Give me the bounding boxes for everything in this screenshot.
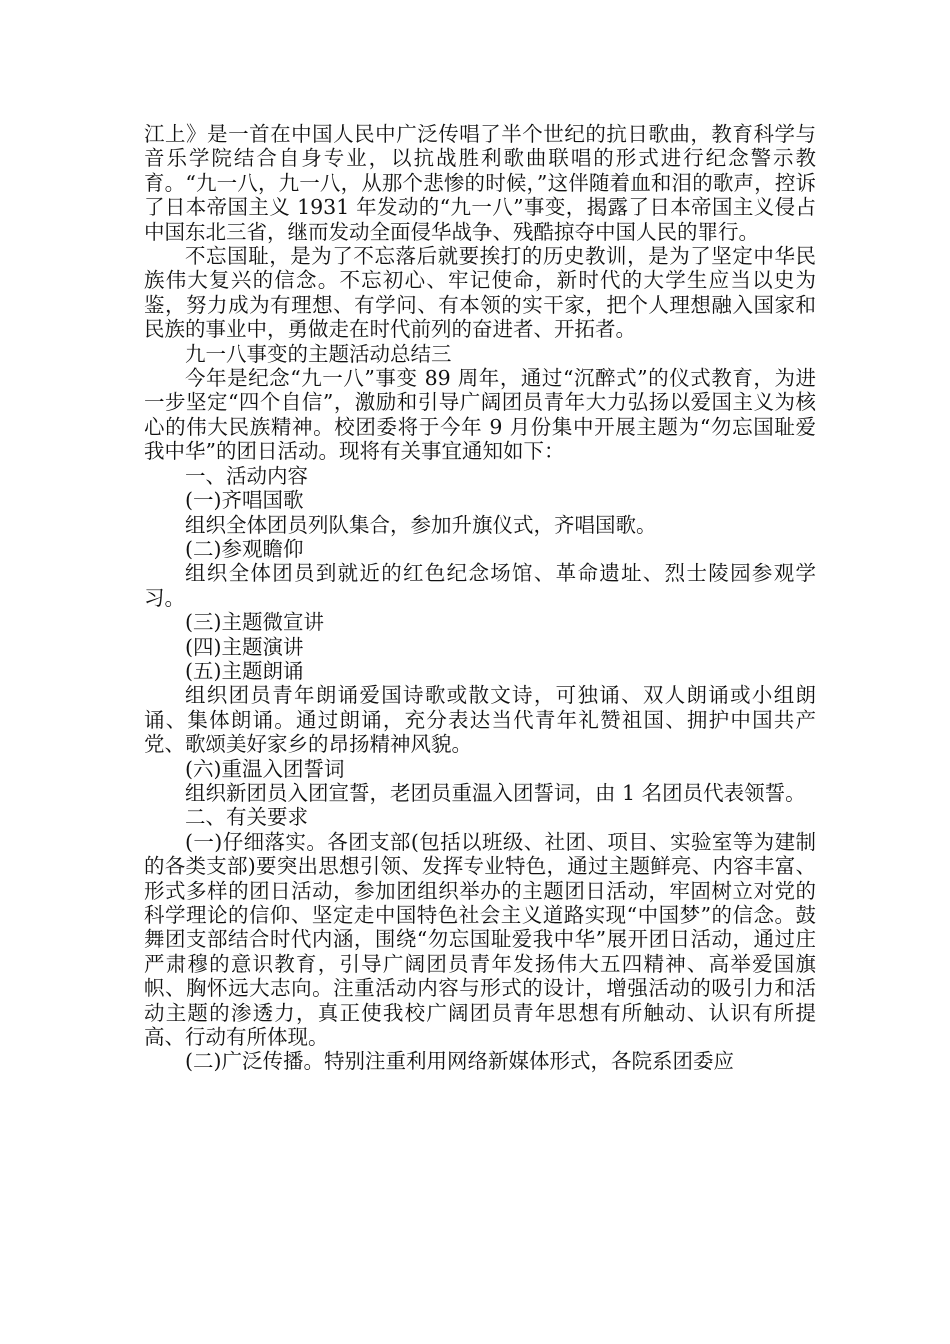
subheading-recitation: (五)主题朗诵: [185, 658, 304, 683]
paragraph-never-forget: 不忘国耻，是为了不忘落后就要挨打的历史教训，是为了坚定中华民族伟大复兴的信念。不忘初心、牢记使命，新时代的大学生应当以史为鉴，努力成为有理想、有学问、有本领的实干家，把个人理想融入国家和民族的事业中，勇做走在时代前列的奋进者、开拓者。: [144, 244, 816, 342]
paragraph-notice-intro: 今年是纪念“九一八”事变 89 周年，通过“沉醉式”的仪式教育，为进一步坚定“四个自信”，激励和引导广阔团员青年大力弘扬以爱国主义为核心的伟大民族精神。校团委将于今年 9 月份集中开展主题为“勿忘国耻爱我中华”的团日活动。现将有关事宜通知如下：: [144, 366, 816, 464]
subheading-sing-anthem: (一)齐唱国歌: [185, 488, 304, 513]
document-page: [144, 122, 816, 1074]
paragraph-sing-anthem: 组织全体团员列队集合，参加升旗仪式，齐唱国歌。: [185, 512, 657, 537]
heading-activity-content: 一、活动内容: [185, 463, 308, 488]
subheading-visit: (二)参观瞻仰: [185, 536, 304, 561]
section-heading-summary-three: 九一八事变的主题活动总结三: [185, 341, 452, 366]
paragraph-song-intro: 江上》是一首在中国人民中广泛传唱了半个世纪的抗日歌曲，教育科学与音乐学院结合自身专业，以抗战胜利歌曲联唱的形式进行纪念警示教育。“九一八，九一八，从那个悲惨的时候，”这伴随着血和泪的歌声，控诉了日本帝国主义 1931 年发动的“九一八”事变，揭露了日本帝国主义侵占中国东北三省，继而发动全面侵华战争、残酷掠夺中国人民的罪行。: [144, 122, 816, 244]
paragraph-recitation: 组织团员青年朗诵爱国诗歌或散文诗，可独诵、双人朗诵或小组朗诵、集体朗诵。通过朗诵，充分表达当代青年礼赞祖国、拥护中国共产党、歌颂美好家乡的昂扬精神风貌。: [144, 683, 816, 757]
subheading-oath: (六)重温入团誓词: [185, 756, 345, 781]
subheading-micro-lecture: (三)主题微宣讲: [185, 610, 324, 635]
heading-requirements: 二、有关要求: [185, 805, 308, 830]
paragraph-oath: 组织新团员入团宣誓，老团员重温入团誓词，由 1 名团员代表领誓。: [185, 780, 806, 805]
subheading-speech: (四)主题演讲: [185, 634, 304, 659]
paragraph-dissemination: (二)广泛传播。特别注重利用网络新媒体形式，各院系团委应: [185, 1049, 734, 1074]
paragraph-implementation: (一)仔细落实。各团支部(包括以班级、社团、项目、实验室等为建制的各类支部)要突出思想引领、发挥专业特色，通过主题鲜亮、内容丰富、形式多样的团日活动，参加团组织举办的主题团日活动，牢固树立对党的科学理论的信仰、坚定走中国特色社会主义道路实现“中国梦”的信念。鼓舞团支部结合时代内涵，围绕“勿忘国耻爱我中华”展开团日活动，通过庄严肃穆的意识教育，引导广阔团员青年发扬伟大五四精神、高举爱国旗帜、胸怀远大志向。注重活动内容与形式的设计，增强活动的吸引力和活动主题的渗透力，真正使我校广阔团员青年思想有所触动、认识有所提高、行动有所体现。: [144, 829, 816, 1050]
paragraph-visit: 组织全体团员到就近的红色纪念场馆、革命遗址、烈士陵园参观学习。: [144, 561, 816, 610]
